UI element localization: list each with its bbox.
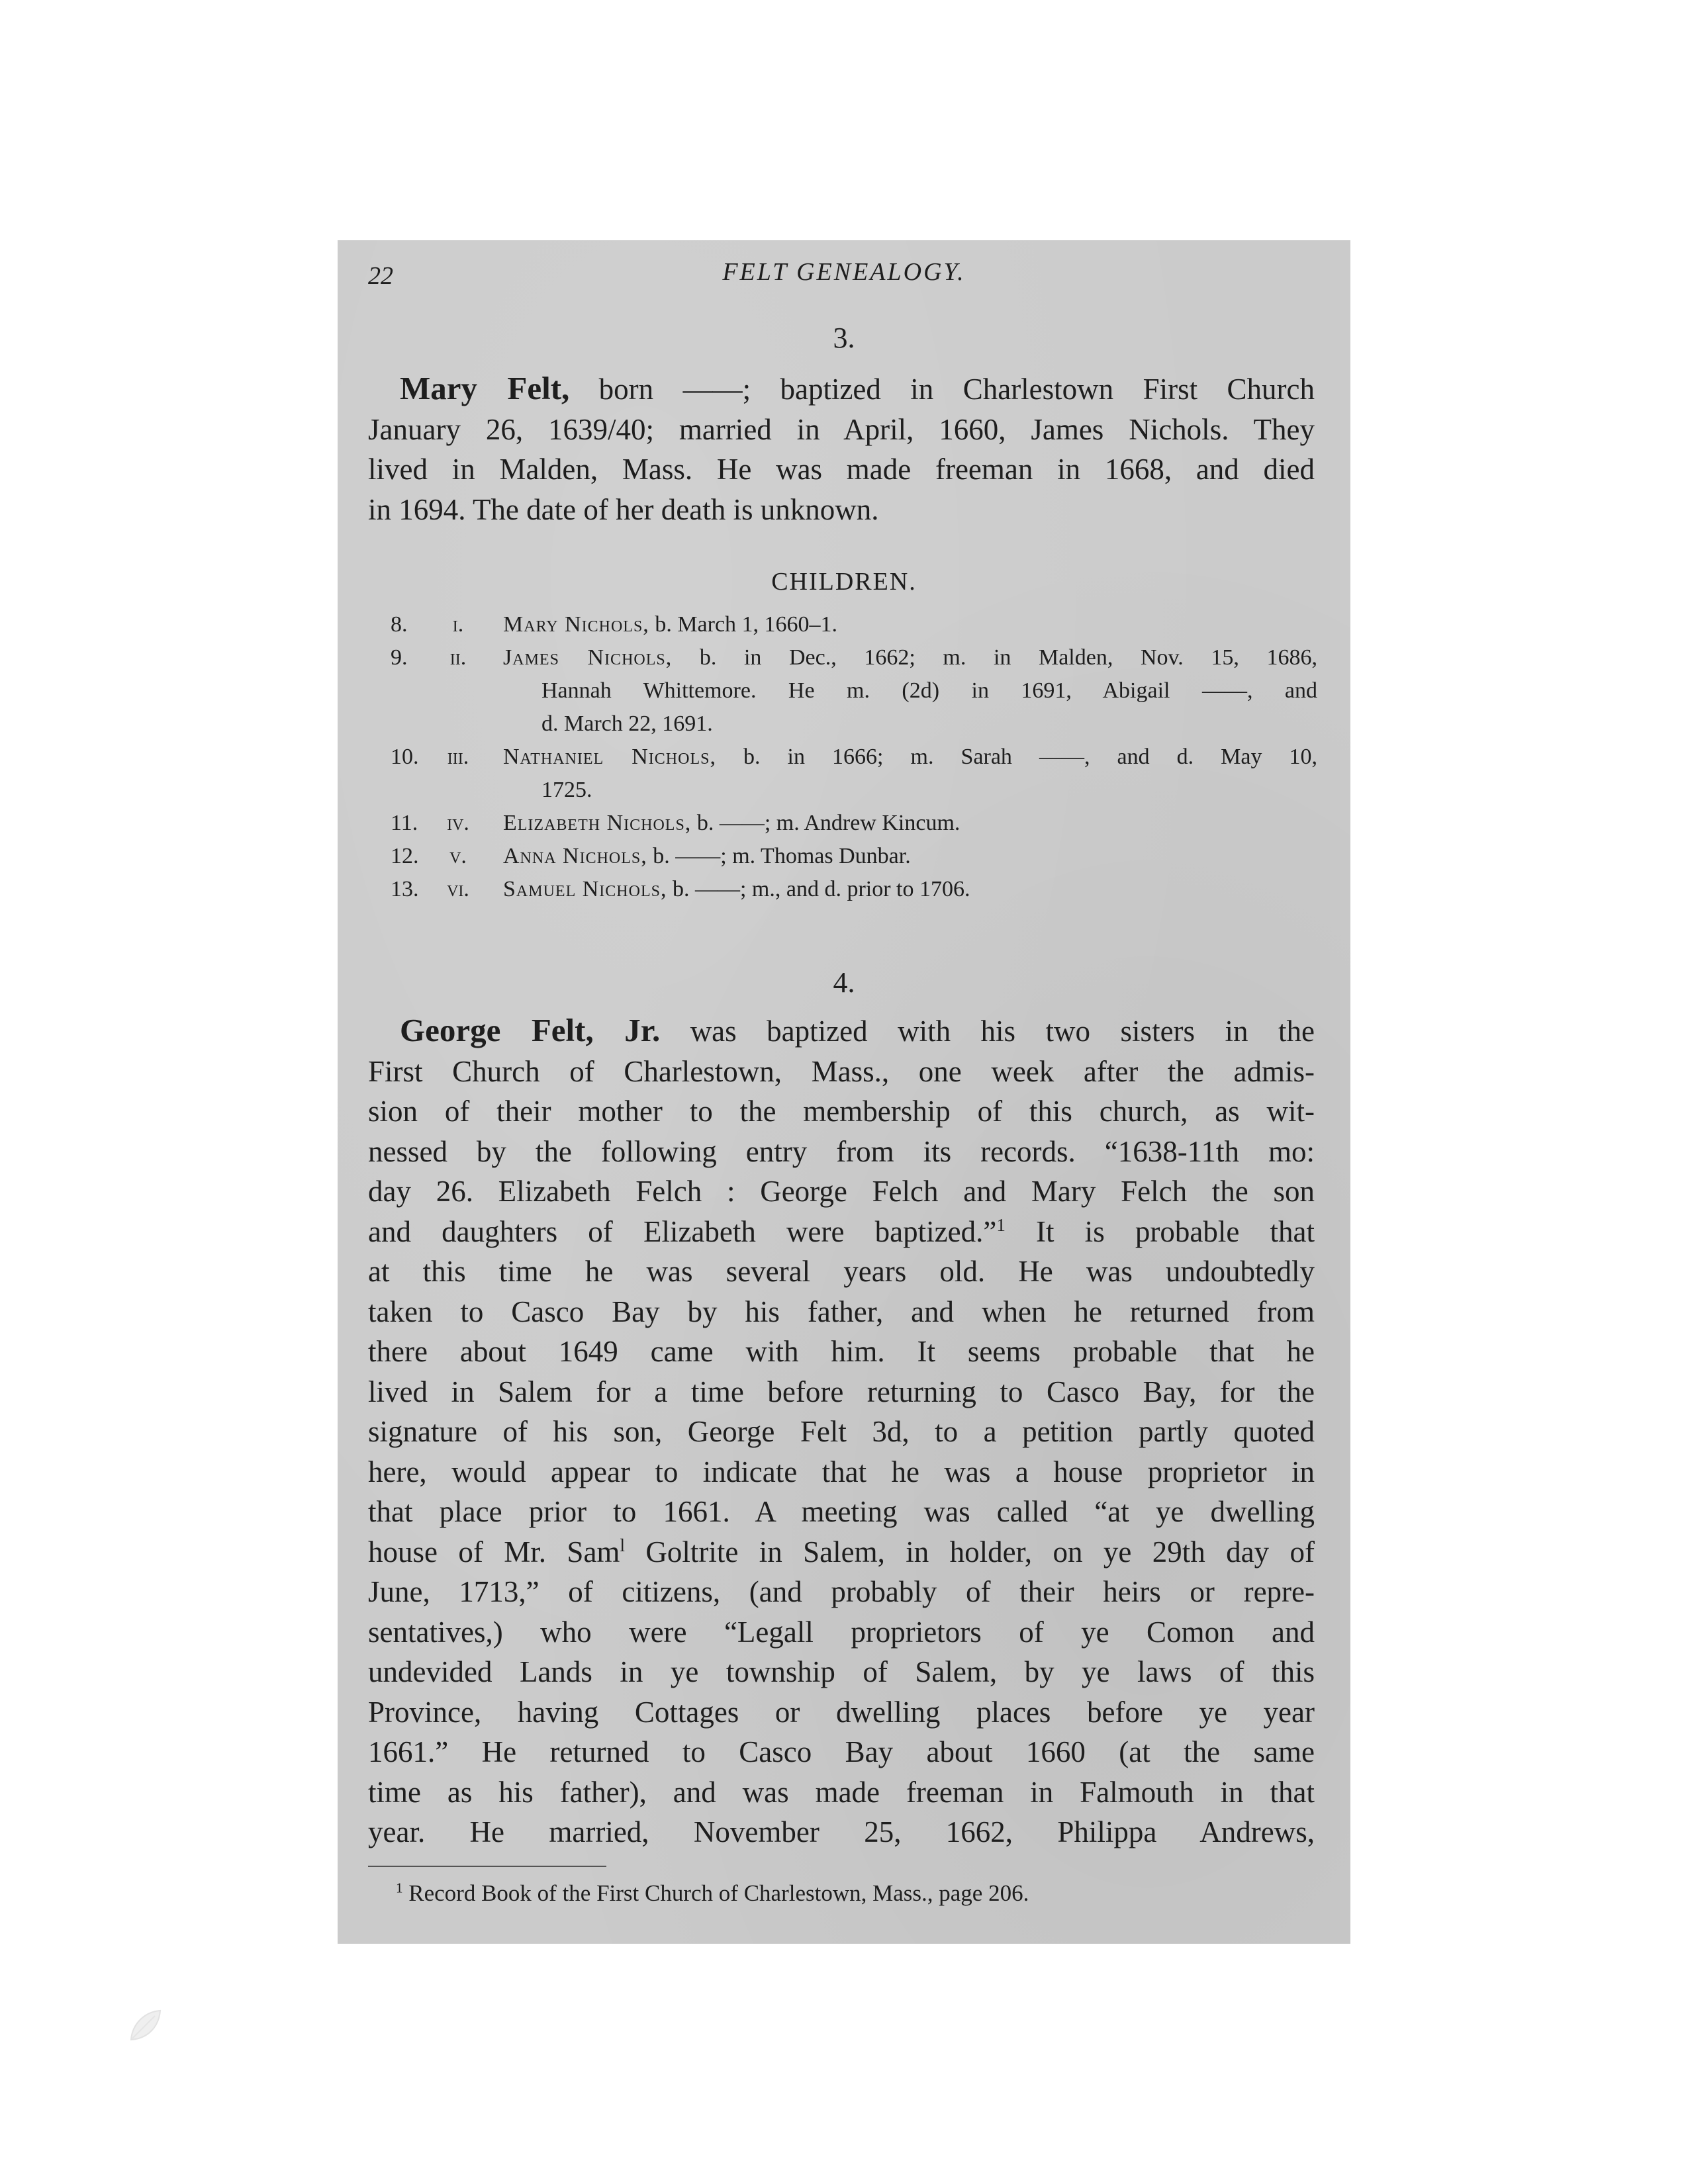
child-entry: 11. iv. Elizabeth Nichols, b. ——; m. Andrew Kincum. <box>391 807 1317 840</box>
text-line: lived in Salem for a time before returning to Casco Bay, for the <box>368 1375 1315 1408</box>
child-name: Anna Nichols, <box>503 844 647 868</box>
footnote-text: Record Book of the First Church of Charlestown, Mass., page 206. <box>402 1880 1029 1906</box>
text-line: and daughters of Elizabeth were baptized.”$^1$ It is probable that <box>368 1214 1315 1248</box>
page-number: 22 <box>368 262 393 290</box>
child-entry: 12. v. Anna Nichols, b. ——; m. Thomas Dunbar. <box>391 840 1317 873</box>
text-line: signature of his son, George Felt 3d, to a petition partly quoted <box>368 1415 1315 1448</box>
running-title: FELT GENEALOGY. <box>722 258 966 286</box>
text-line: 1661.” He returned to Casco Bay about 1660 (at the same <box>368 1735 1315 1768</box>
text-line: that place prior to 1661. A meeting was called “at ye dwelling <box>368 1495 1315 1528</box>
child-name: Nathaniel Nichols, <box>503 745 716 769</box>
child-roman: ii. <box>449 645 467 670</box>
child-roman: iv. <box>447 811 469 835</box>
child-roman: iii. <box>447 745 469 769</box>
text-line: house of Mr. Sam$^l$ Goltrite in Salem, in holder, on ye 29th day of <box>368 1535 1315 1569</box>
children-heading: CHILDREN. <box>771 568 917 596</box>
text-line: George Felt, Jr. was baptized with his two sisters in the <box>400 1012 1315 1048</box>
child-roman: v. <box>449 844 467 868</box>
footnote-reference: 1 <box>996 1214 1006 1235</box>
child-entry: 8. i. Mary Nichols, b. March 1, 1660–1. <box>391 608 1317 641</box>
child-entry: 10. iii. Nathaniel Nichols, b. in 1666; m. Sarah ——, and d. May 10, 1725. <box>391 741 1317 807</box>
text-line: day 26. Elizabeth Felch : George Felch and Mary Felch the son <box>368 1175 1315 1208</box>
text-line: in 1694. The date of her death is unknown. <box>368 492 879 526</box>
person-name-mary-felt: Mary Felt, <box>400 370 570 406</box>
text-line: Province, having Cottages or dwelling places before ye year <box>368 1695 1315 1729</box>
text-line: Mary Felt, born ——; baptized in Charlestown First Church <box>400 370 1315 406</box>
child-roman: i. <box>452 612 464 637</box>
child-name: Elizabeth Nichols, <box>503 811 692 835</box>
child-name: Samuel Nichols, <box>503 877 667 901</box>
text-line: sion of their mother to the membership of this church, as wit- <box>368 1095 1315 1128</box>
text-line: undevided Lands in ye township of Salem, by ye laws of this <box>368 1655 1315 1688</box>
text-line: taken to Casco Bay by his father, and when he returned from <box>368 1295 1315 1328</box>
child-number: 8. <box>391 612 408 637</box>
text-line: June, 1713,” of citizens, (and probably of their heirs or repre- <box>368 1575 1315 1608</box>
person-name-george-felt-jr: George Felt, Jr. <box>400 1012 661 1048</box>
text-line: there about 1649 came with him. It seems probable that he <box>368 1335 1315 1368</box>
child-number: 9. <box>391 645 408 670</box>
footnote-divider <box>368 1866 606 1867</box>
text-line: time as his father), and was made freeman in Falmouth in that <box>368 1775 1315 1809</box>
footnote-marker: 1 <box>396 1880 403 1896</box>
child-number: 13. <box>391 877 419 901</box>
text-line: here, would appear to indicate that he was a house proprietor in <box>368 1455 1315 1488</box>
text-line: First Church of Charlestown, Mass., one week after the admis- <box>368 1054 1315 1088</box>
child-entry: 9. ii. James Nichols, b. in Dec., 1662; m. in Malden, Nov. 15, 1686, Hannah Whittemore. He m. (2d) in 1691, Abigail ——, and d. March 22, 1691. <box>391 641 1317 741</box>
entry-3-paragraph <box>368 369 1315 529</box>
child-number: 12. <box>391 844 419 868</box>
entry-number-3: 3. <box>833 322 855 354</box>
leaf-watermark-icon <box>126 2005 165 2045</box>
child-roman: vi. <box>447 877 469 901</box>
child-number: 10. <box>391 745 419 769</box>
child-name: Mary Nichols, <box>503 612 649 637</box>
child-name: James Nichols, <box>503 645 673 670</box>
text-line: year. He married, November 25, 1662, Philippa Andrews, <box>368 1815 1315 1848</box>
text-line: January 26, 1639/40; married in April, 1660, James Nichols. They <box>368 412 1315 446</box>
children-list <box>391 608 1317 906</box>
child-entry: 13. vi. Samuel Nichols, b. ——; m., and d. prior to 1706. <box>391 873 1317 906</box>
text-line: lived in Malden, Mass. He was made freeman in 1668, and died <box>368 453 1315 486</box>
child-number: 11. <box>391 811 418 835</box>
text-line: sentatives,) who were “Legall proprietors of ye Comon and <box>368 1615 1315 1649</box>
entry-number-4: 4. <box>833 966 855 999</box>
scanned-page <box>338 240 1350 1944</box>
footnote <box>396 1880 1029 1907</box>
text-line: at this time he was several years old. He was undoubtedly <box>368 1255 1315 1288</box>
entry-4-paragraph <box>368 1011 1315 1852</box>
text-line: nessed by the following entry from its records. “1638-11th mo: <box>368 1134 1315 1168</box>
